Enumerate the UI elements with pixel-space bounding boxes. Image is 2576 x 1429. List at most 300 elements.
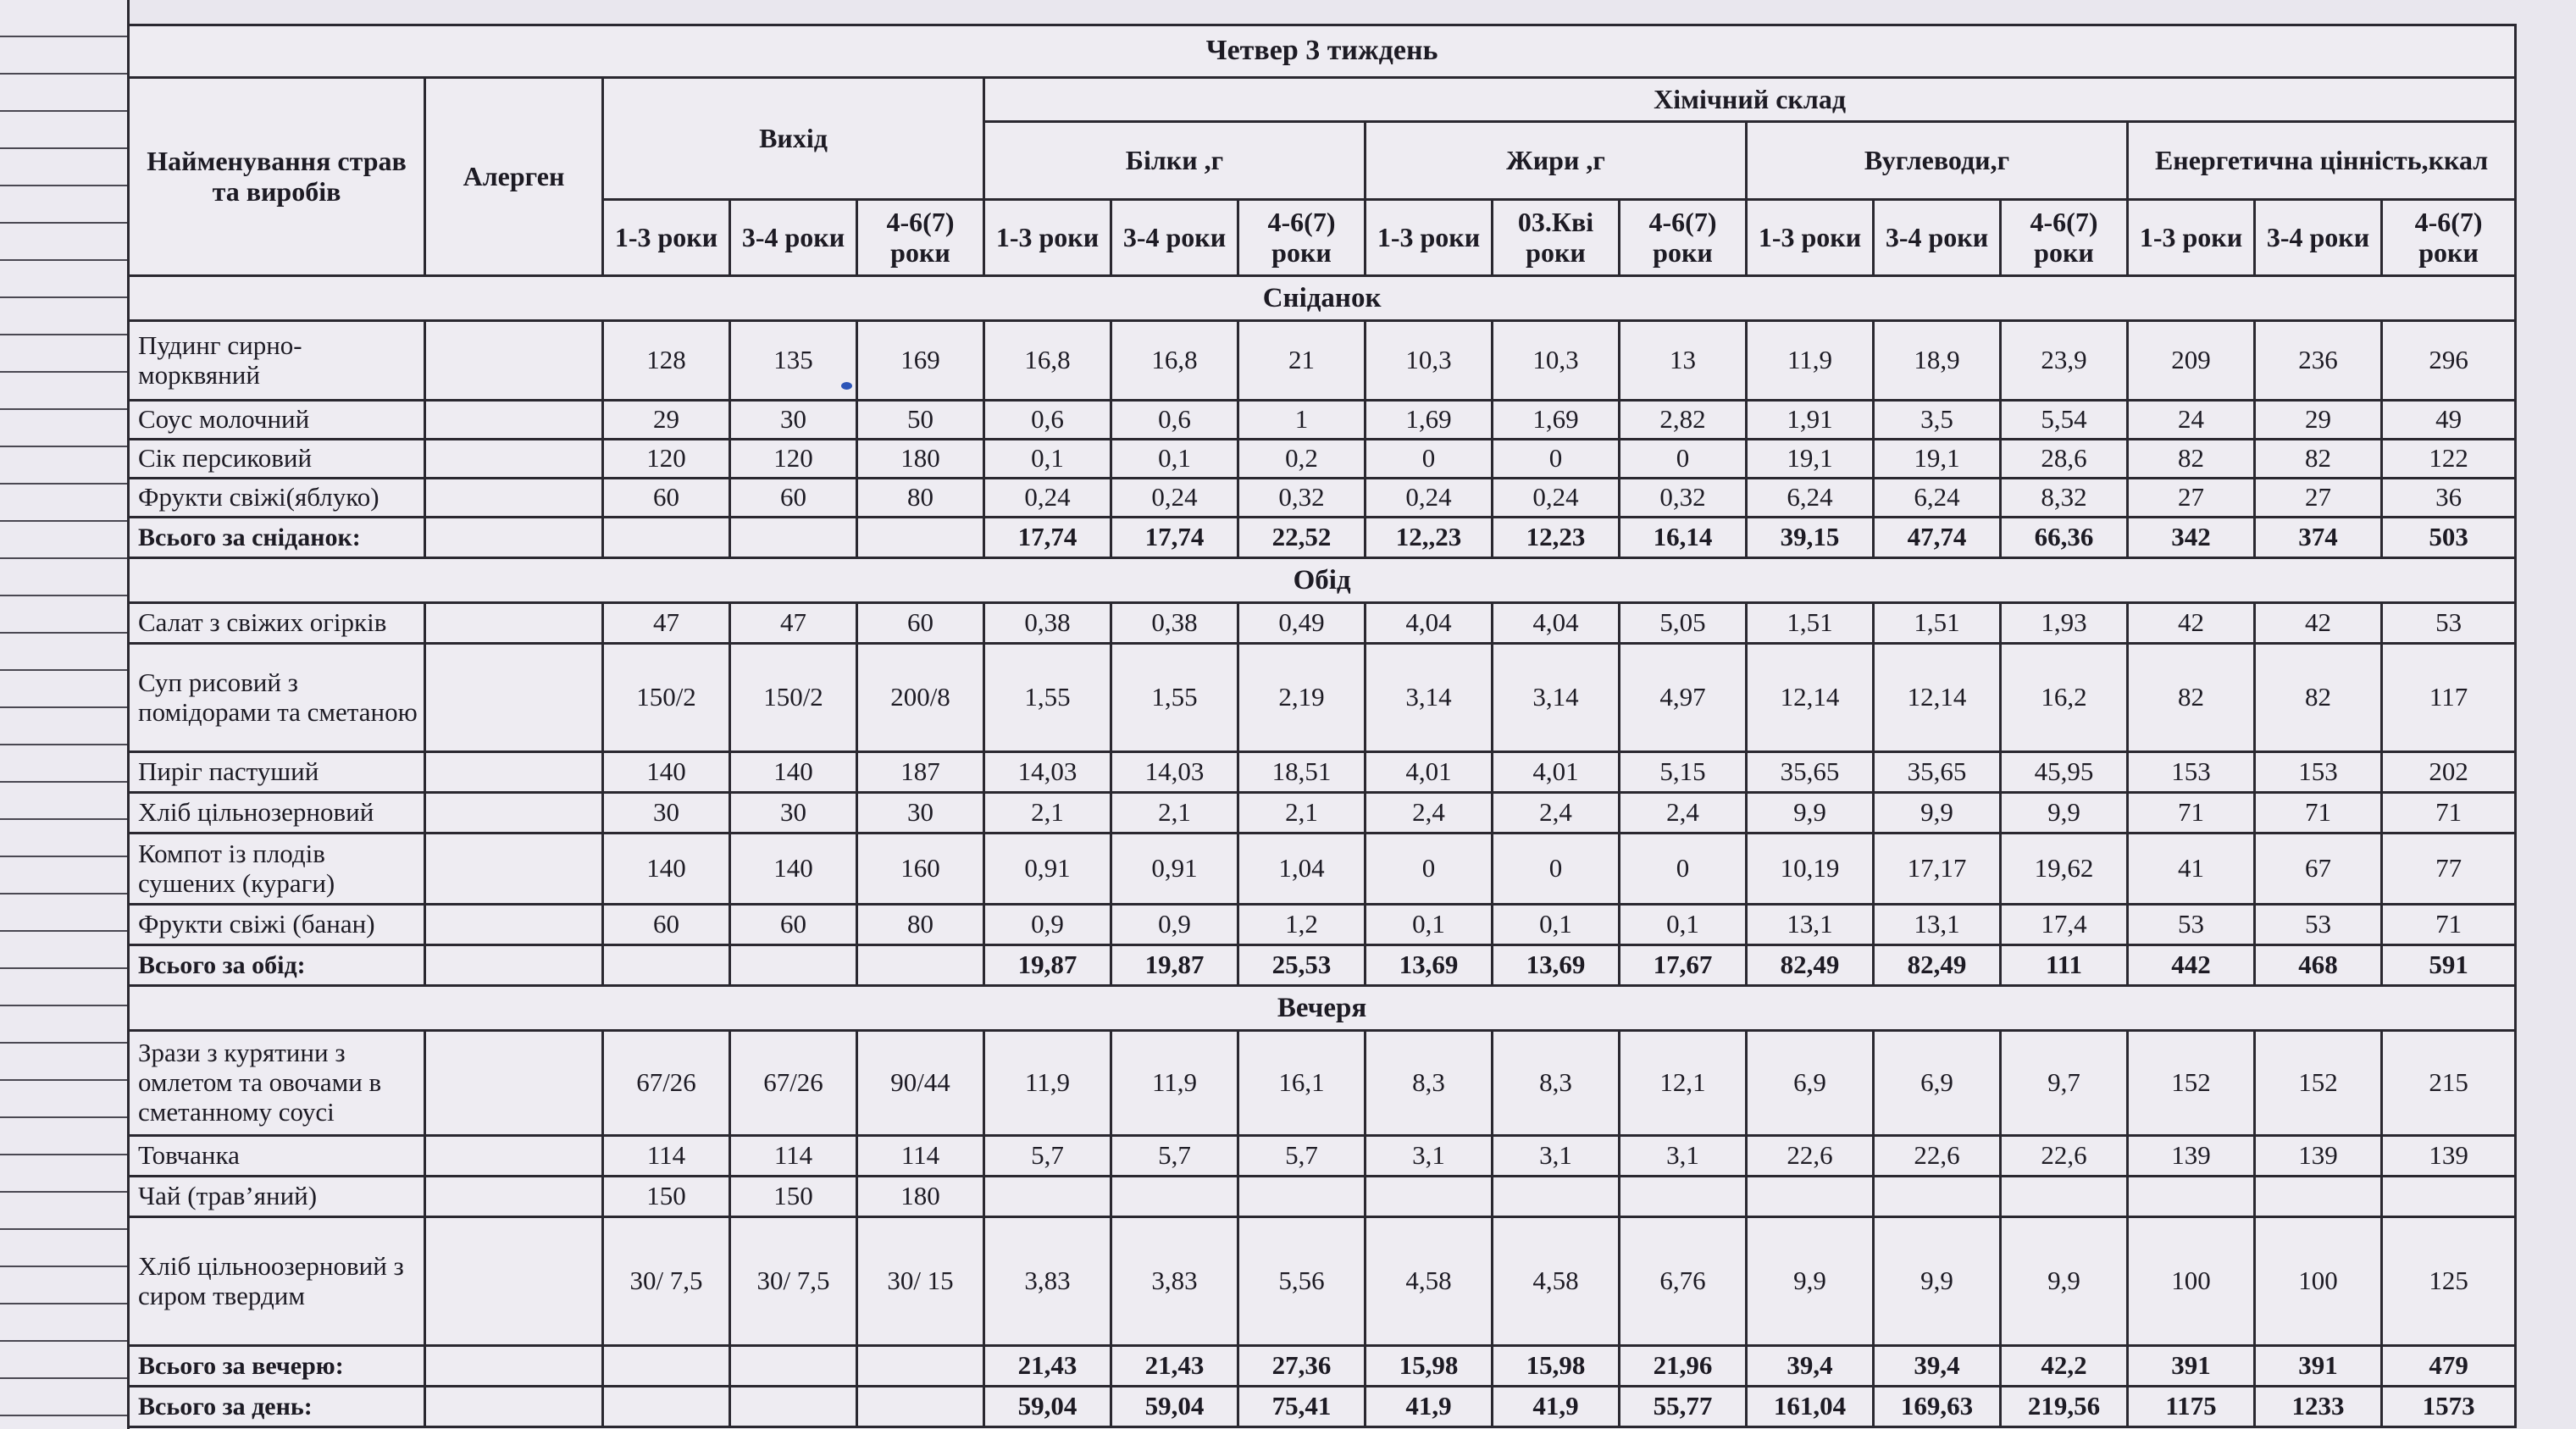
value-cell — [1111, 1177, 1238, 1217]
value-cell: 180 — [857, 1177, 984, 1217]
age-header: 4-6(7) роки — [1238, 200, 1366, 276]
value-cell: 215 — [2382, 1031, 2516, 1136]
value-cell: 150/2 — [730, 644, 857, 752]
age-header: 1-3 роки — [1366, 200, 1493, 276]
value-cell: 2,4 — [1366, 793, 1493, 834]
value-cell — [1366, 1177, 1493, 1217]
dish-name: Соус молочний — [129, 401, 425, 440]
value-cell: 1,04 — [1238, 834, 1366, 905]
value-cell — [857, 945, 984, 986]
value-cell: 5,56 — [1238, 1217, 1366, 1346]
value-cell — [425, 905, 603, 945]
value-cell: 2,1 — [1238, 793, 1366, 834]
value-cell: 3,1 — [1366, 1136, 1493, 1177]
value-cell: 2,82 — [1620, 401, 1747, 440]
value-cell: 0,9 — [984, 905, 1111, 945]
value-cell: 42 — [2255, 603, 2382, 644]
dish-name: Салат з свіжих огірків — [129, 603, 425, 644]
value-cell: 391 — [2128, 1346, 2255, 1387]
value-cell: 0 — [1620, 834, 1747, 905]
value-cell: 71 — [2128, 793, 2255, 834]
value-cell: 22,52 — [1238, 518, 1366, 558]
value-cell: 139 — [2255, 1136, 2382, 1177]
value-cell: 59,04 — [984, 1387, 1111, 1427]
age-header: 03.Кві роки — [1493, 200, 1620, 276]
value-cell — [425, 1346, 603, 1387]
value-cell: 41,9 — [1366, 1387, 1493, 1427]
value-cell: 1573 — [2382, 1387, 2516, 1427]
table-title: Четвер 3 тиждень — [129, 25, 2516, 78]
value-cell: 35,65 — [1874, 752, 2001, 793]
value-cell: 8,32 — [2001, 479, 2128, 518]
value-cell: 150 — [730, 1177, 857, 1217]
menu-table — [127, 24, 2517, 1428]
value-cell — [1620, 1177, 1747, 1217]
dish-name: Фрукти свіжі(яблуко) — [129, 479, 425, 518]
value-cell: 0,6 — [984, 401, 1111, 440]
dish-column-header: Найменування страв та виробів — [129, 78, 425, 276]
dish-name: Сік персиковий — [129, 440, 425, 479]
value-cell: 0 — [1366, 834, 1493, 905]
value-cell — [1747, 1177, 1874, 1217]
value-cell — [425, 945, 603, 986]
value-cell: 9,9 — [1874, 793, 2001, 834]
value-cell — [425, 1217, 603, 1346]
value-cell: 19,1 — [1747, 440, 1874, 479]
value-cell: 60 — [603, 479, 730, 518]
value-cell — [425, 834, 603, 905]
value-cell: 120 — [730, 440, 857, 479]
value-cell — [730, 1387, 857, 1427]
value-cell: 1,51 — [1747, 603, 1874, 644]
dish-row — [129, 603, 2516, 644]
value-cell — [425, 440, 603, 479]
value-cell — [425, 644, 603, 752]
age-header: 1-3 роки — [2128, 200, 2255, 276]
value-cell: 27,36 — [1238, 1346, 1366, 1387]
value-cell — [2382, 1177, 2516, 1217]
value-cell: 12,14 — [1747, 644, 1874, 752]
value-cell: 5,7 — [984, 1136, 1111, 1177]
value-cell: 4,04 — [1493, 603, 1620, 644]
value-cell: 9,9 — [1747, 1217, 1874, 1346]
value-cell: 23,9 — [2001, 321, 2128, 401]
value-cell: 11,9 — [1111, 1031, 1238, 1136]
fats-header: Жири ,г — [1366, 122, 1747, 200]
dish-row — [129, 752, 2516, 793]
value-cell: 80 — [857, 905, 984, 945]
dish-row — [129, 1177, 2516, 1217]
value-cell: 10,3 — [1493, 321, 1620, 401]
age-header: 3-4 роки — [730, 200, 857, 276]
value-cell: 1,55 — [1111, 644, 1238, 752]
value-cell: 1,91 — [1747, 401, 1874, 440]
value-cell: 75,41 — [1238, 1387, 1366, 1427]
value-cell: 202 — [2382, 752, 2516, 793]
value-cell: 12,14 — [1874, 644, 2001, 752]
value-cell: 4,58 — [1493, 1217, 1620, 1346]
value-cell: 36 — [2382, 479, 2516, 518]
left-ruled-margin — [0, 0, 130, 1429]
value-cell: 30/ 7,5 — [603, 1217, 730, 1346]
value-cell: 153 — [2128, 752, 2255, 793]
value-cell: 468 — [2255, 945, 2382, 986]
total-row — [129, 1387, 2516, 1427]
value-cell: 6,9 — [1874, 1031, 2001, 1136]
value-cell — [2128, 1177, 2255, 1217]
value-cell: 42,2 — [2001, 1346, 2128, 1387]
value-cell: 1 — [1238, 401, 1366, 440]
value-cell: 0,6 — [1111, 401, 1238, 440]
value-cell: 342 — [2128, 518, 2255, 558]
value-cell: 5,54 — [2001, 401, 2128, 440]
dish-name: Чай (трав’яний) — [129, 1177, 425, 1217]
value-cell: 3,5 — [1874, 401, 2001, 440]
value-cell: 42 — [2128, 603, 2255, 644]
value-cell — [1874, 1177, 2001, 1217]
chemical-group-header: Хімічний склад — [984, 78, 2516, 122]
value-cell: 200/8 — [857, 644, 984, 752]
value-cell: 9,9 — [2001, 1217, 2128, 1346]
value-cell: 4,01 — [1493, 752, 1620, 793]
value-cell: 47 — [603, 603, 730, 644]
value-cell: 180 — [857, 440, 984, 479]
value-cell: 591 — [2382, 945, 2516, 986]
value-cell: 60 — [603, 905, 730, 945]
value-cell: 28,6 — [2001, 440, 2128, 479]
value-cell: 0 — [1366, 440, 1493, 479]
value-cell: 16,8 — [984, 321, 1111, 401]
value-cell: 39,15 — [1747, 518, 1874, 558]
value-cell: 39,4 — [1874, 1346, 2001, 1387]
value-cell: 374 — [2255, 518, 2382, 558]
value-cell: 11,9 — [1747, 321, 1874, 401]
value-cell: 9,9 — [1747, 793, 1874, 834]
value-cell — [425, 401, 603, 440]
value-cell: 114 — [730, 1136, 857, 1177]
value-cell: 19,62 — [2001, 834, 2128, 905]
value-cell: 2,1 — [984, 793, 1111, 834]
value-cell: 139 — [2128, 1136, 2255, 1177]
value-cell: 60 — [730, 905, 857, 945]
value-cell: 0,91 — [984, 834, 1111, 905]
value-cell: 0,1 — [1620, 905, 1747, 945]
value-cell: 503 — [2382, 518, 2516, 558]
section-header: Вечеря — [129, 986, 2516, 1031]
value-cell: 53 — [2382, 603, 2516, 644]
value-cell: 1,2 — [1238, 905, 1366, 945]
dish-name: Пиріг пастуший — [129, 752, 425, 793]
section-row — [129, 276, 2516, 321]
value-cell: 17,74 — [1111, 518, 1238, 558]
value-cell: 1233 — [2255, 1387, 2382, 1427]
value-cell: 296 — [2382, 321, 2516, 401]
value-cell: 17,74 — [984, 518, 1111, 558]
dish-row — [129, 1031, 2516, 1136]
value-cell: 209 — [2128, 321, 2255, 401]
total-row — [129, 518, 2516, 558]
title-row — [129, 25, 2516, 78]
value-cell: 1,51 — [1874, 603, 2001, 644]
value-cell: 12,23 — [1493, 518, 1620, 558]
value-cell: 27 — [2255, 479, 2382, 518]
value-cell: 0,1 — [1111, 440, 1238, 479]
value-cell: 30 — [603, 793, 730, 834]
value-cell: 77 — [2382, 834, 2516, 905]
value-cell: 55,77 — [1620, 1387, 1747, 1427]
value-cell: 53 — [2128, 905, 2255, 945]
value-cell: 0,32 — [1620, 479, 1747, 518]
value-cell: 67/26 — [730, 1031, 857, 1136]
dish-name: Зрази з курятини з омлетом та овочами в сметанному соусі — [129, 1031, 425, 1136]
age-header: 3-4 роки — [1874, 200, 2001, 276]
value-cell: 8,3 — [1493, 1031, 1620, 1136]
value-cell: 100 — [2255, 1217, 2382, 1346]
value-cell: 82,49 — [1747, 945, 1874, 986]
value-cell: 18,51 — [1238, 752, 1366, 793]
value-cell: 21,43 — [1111, 1346, 1238, 1387]
value-cell: 140 — [603, 834, 730, 905]
total-label: Всього за вечерю: — [129, 1346, 425, 1387]
value-cell: 30/ 7,5 — [730, 1217, 857, 1346]
age-header: 4-6(7) роки — [1620, 200, 1747, 276]
value-cell: 29 — [2255, 401, 2382, 440]
value-cell — [857, 1387, 984, 1427]
value-cell: 71 — [2255, 793, 2382, 834]
age-header: 3-4 роки — [2255, 200, 2382, 276]
dish-name: Суп рисовий з помідорами та сметаною — [129, 644, 425, 752]
value-cell: 3,1 — [1620, 1136, 1747, 1177]
value-cell: 15,98 — [1366, 1346, 1493, 1387]
value-cell: 125 — [2382, 1217, 2516, 1346]
value-cell: 66,36 — [2001, 518, 2128, 558]
value-cell: 6,24 — [1747, 479, 1874, 518]
dish-name: Хліб цільнозерновий — [129, 793, 425, 834]
value-cell: 80 — [857, 479, 984, 518]
value-cell — [603, 1346, 730, 1387]
value-cell: 114 — [857, 1136, 984, 1177]
value-cell — [425, 1031, 603, 1136]
value-cell: 25,53 — [1238, 945, 1366, 986]
value-cell: 9,9 — [1874, 1217, 2001, 1346]
value-cell — [730, 518, 857, 558]
value-cell: 16,1 — [1238, 1031, 1366, 1136]
value-cell — [603, 518, 730, 558]
dish-row — [129, 1217, 2516, 1346]
total-row — [129, 945, 2516, 986]
value-cell: 100 — [2128, 1217, 2255, 1346]
value-cell: 13,1 — [1874, 905, 2001, 945]
value-cell: 0,49 — [1238, 603, 1366, 644]
value-cell — [2001, 1177, 2128, 1217]
value-cell: 150/2 — [603, 644, 730, 752]
proteins-header: Білки ,г — [984, 122, 1366, 200]
age-header: 1-3 роки — [1747, 200, 1874, 276]
value-cell: 14,03 — [984, 752, 1111, 793]
value-cell: 53 — [2255, 905, 2382, 945]
value-cell: 128 — [603, 321, 730, 401]
value-cell — [984, 1177, 1111, 1217]
value-cell: 21 — [1238, 321, 1366, 401]
header-row-1 — [129, 78, 2516, 122]
value-cell: 19,87 — [1111, 945, 1238, 986]
value-cell: 152 — [2128, 1031, 2255, 1136]
section-row — [129, 558, 2516, 603]
value-cell: 71 — [2382, 793, 2516, 834]
total-label: Всього за обід: — [129, 945, 425, 986]
section-row — [129, 986, 2516, 1031]
value-cell: 17,67 — [1620, 945, 1747, 986]
value-cell: 140 — [730, 834, 857, 905]
value-cell: 0,24 — [984, 479, 1111, 518]
value-cell: 10,19 — [1747, 834, 1874, 905]
value-cell: 0,24 — [1493, 479, 1620, 518]
value-cell: 11,9 — [984, 1031, 1111, 1136]
value-cell: 59,04 — [1111, 1387, 1238, 1427]
value-cell: 67 — [2255, 834, 2382, 905]
value-cell — [425, 479, 603, 518]
section-header: Обід — [129, 558, 2516, 603]
value-cell: 140 — [603, 752, 730, 793]
value-cell: 71 — [2382, 905, 2516, 945]
value-cell: 0,24 — [1111, 479, 1238, 518]
value-cell: 120 — [603, 440, 730, 479]
value-cell: 82 — [2255, 644, 2382, 752]
value-cell — [2255, 1177, 2382, 1217]
value-cell: 117 — [2382, 644, 2516, 752]
value-cell: 2,1 — [1111, 793, 1238, 834]
value-cell: 50 — [857, 401, 984, 440]
value-cell: 479 — [2382, 1346, 2516, 1387]
value-cell: 1,69 — [1366, 401, 1493, 440]
value-cell: 6,76 — [1620, 1217, 1747, 1346]
value-cell: 3,83 — [1111, 1217, 1238, 1346]
value-cell: 19,1 — [1874, 440, 2001, 479]
value-cell: 2,4 — [1620, 793, 1747, 834]
value-cell: 19,87 — [984, 945, 1111, 986]
value-cell — [857, 518, 984, 558]
value-cell — [425, 603, 603, 644]
value-cell: 122 — [2382, 440, 2516, 479]
value-cell: 2,4 — [1493, 793, 1620, 834]
value-cell: 67/26 — [603, 1031, 730, 1136]
age-header: 1-3 роки — [603, 200, 730, 276]
value-cell: 16,8 — [1111, 321, 1238, 401]
age-header: 4-6(7) роки — [857, 200, 984, 276]
value-cell: 22,6 — [1874, 1136, 2001, 1177]
section-header: Сніданок — [129, 276, 2516, 321]
value-cell: 5,7 — [1111, 1136, 1238, 1177]
value-cell: 0 — [1493, 834, 1620, 905]
value-cell: 0,1 — [1493, 905, 1620, 945]
value-cell: 0,1 — [1366, 905, 1493, 945]
output-group-header: Вихід — [603, 78, 984, 200]
value-cell: 41 — [2128, 834, 2255, 905]
value-cell: 22,6 — [2001, 1136, 2128, 1177]
value-cell: 160 — [857, 834, 984, 905]
value-cell: 12,1 — [1620, 1031, 1747, 1136]
value-cell: 13,69 — [1366, 945, 1493, 986]
dish-row — [129, 905, 2516, 945]
value-cell: 15,98 — [1493, 1346, 1620, 1387]
value-cell: 391 — [2255, 1346, 2382, 1387]
value-cell: 0,91 — [1111, 834, 1238, 905]
value-cell — [425, 321, 603, 401]
value-cell: 6,9 — [1747, 1031, 1874, 1136]
value-cell — [425, 1136, 603, 1177]
total-label: Всього за день: — [129, 1387, 425, 1427]
value-cell: 60 — [857, 603, 984, 644]
dish-row — [129, 321, 2516, 401]
value-cell: 150 — [603, 1177, 730, 1217]
total-label: Всього за сніданок: — [129, 518, 425, 558]
dish-row — [129, 834, 2516, 905]
value-cell: 3,1 — [1493, 1136, 1620, 1177]
value-cell: 39,4 — [1747, 1346, 1874, 1387]
value-cell: 3,14 — [1493, 644, 1620, 752]
value-cell: 9,7 — [2001, 1031, 2128, 1136]
value-cell: 13,69 — [1493, 945, 1620, 986]
value-cell: 169,63 — [1874, 1387, 2001, 1427]
value-cell: 16,14 — [1620, 518, 1747, 558]
value-cell: 8,3 — [1366, 1031, 1493, 1136]
value-cell: 47 — [730, 603, 857, 644]
value-cell — [425, 793, 603, 834]
value-cell — [603, 945, 730, 986]
ink-dot — [841, 382, 852, 390]
value-cell — [1493, 1177, 1620, 1217]
value-cell: 0 — [1493, 440, 1620, 479]
dish-row — [129, 644, 2516, 752]
value-cell — [1238, 1177, 1366, 1217]
value-cell: 18,9 — [1874, 321, 2001, 401]
value-cell: 82 — [2128, 440, 2255, 479]
value-cell: 219,56 — [2001, 1387, 2128, 1427]
value-cell: 9,9 — [2001, 793, 2128, 834]
value-cell: 1,69 — [1493, 401, 1620, 440]
value-cell — [603, 1387, 730, 1427]
age-header: 1-3 роки — [984, 200, 1111, 276]
value-cell — [425, 752, 603, 793]
value-cell: 60 — [730, 479, 857, 518]
value-cell: 4,01 — [1366, 752, 1493, 793]
value-cell: 5,7 — [1238, 1136, 1366, 1177]
value-cell: 5,15 — [1620, 752, 1747, 793]
value-cell: 90/44 — [857, 1031, 984, 1136]
value-cell: 41,9 — [1493, 1387, 1620, 1427]
value-cell: 17,17 — [1874, 834, 2001, 905]
value-cell: 30 — [730, 401, 857, 440]
value-cell: 21,43 — [984, 1346, 1111, 1387]
value-cell: 0,24 — [1366, 479, 1493, 518]
value-cell: 187 — [857, 752, 984, 793]
value-cell: 35,65 — [1747, 752, 1874, 793]
value-cell — [425, 1177, 603, 1217]
value-cell — [857, 1346, 984, 1387]
allergen-column-header: Алерген — [425, 78, 603, 276]
value-cell: 135 — [730, 321, 857, 401]
value-cell: 0,38 — [1111, 603, 1238, 644]
age-header: 4-6(7) роки — [2382, 200, 2516, 276]
value-cell — [425, 1387, 603, 1427]
energy-header: Енергетична цінність,ккал — [2128, 122, 2516, 200]
dish-row — [129, 401, 2516, 440]
value-cell: 24 — [2128, 401, 2255, 440]
value-cell: 139 — [2382, 1136, 2516, 1177]
value-cell: 1175 — [2128, 1387, 2255, 1427]
value-cell: 29 — [603, 401, 730, 440]
dish-name: Компот із плодів сушених (кураги) — [129, 834, 425, 905]
